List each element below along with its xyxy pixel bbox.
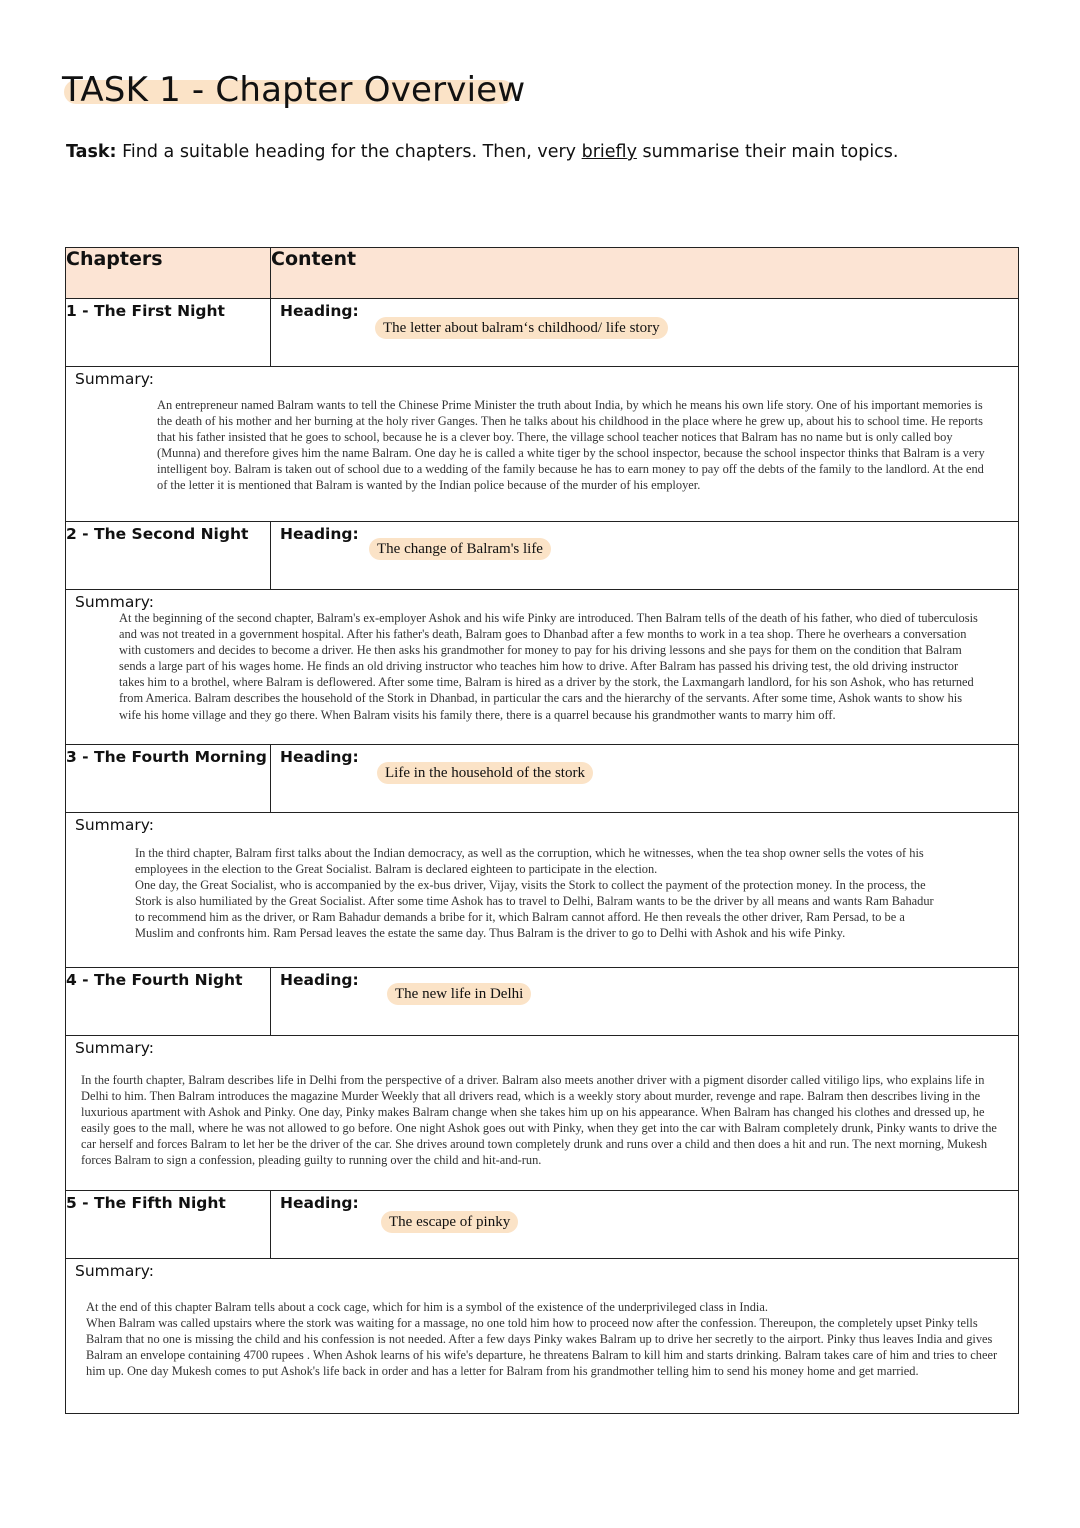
chapter-summary [81, 1072, 1001, 1169]
chapter-heading: The new life in Delhi [387, 983, 531, 1005]
chapter-name: 3 - The Fourth Morning [66, 745, 271, 813]
task-underlined-word: briefly [581, 142, 637, 162]
heading-cell [271, 968, 1019, 1036]
summary-label: Summary: [75, 1262, 154, 1280]
chapter-summary [86, 1299, 1006, 1379]
chapter-heading: The escape of pinky [381, 1211, 518, 1233]
summary-label: Summary: [75, 370, 154, 388]
summary-paragraph: One day, the Great Socialist, who is accompanied by the ex-bus driver, Vijay, visits the Stork to collect the payment of the protection money. In the process, the Stork is also humiliated by the Great Socialist. After some time Ashok has to travel to Delhi, Balram wants to be the driver by all means and wants Ram Bahadur to recommend him as the driver, or Ram Bahadur demands a bribe for it, which Balram cannot afford. He then reveals the other driver, Ram Persad, to be a Muslim and confronts him. Ram Persad leaves the estate the same day. Thus Balram is the driver to go to Delhi with Ashok and his wife Pinky. [135, 878, 934, 941]
task-text-after: summarise their main topics. [636, 142, 899, 162]
title-block [62, 66, 525, 114]
summary-paragraph: At the end of this chapter Balram tells about a cock cage, which for him is a symbol of the existence of the underprivileged class in India. [86, 1300, 768, 1314]
summary-paragraph: In the third chapter, Balram first talks about the Indian democracy, as well as the corruption, which he witnesses, when the tea shop owner sells the votes of his employees in the election to the Great Socialist. Balram is declared eighteen to participate in the election. [135, 846, 924, 877]
heading-cell [271, 522, 1019, 590]
chapter-heading: Life in the household of the stork [377, 762, 593, 784]
page-title: TASK 1 - Chapter Overview [62, 70, 526, 110]
chapter-row-5 [66, 1191, 1019, 1259]
summary-cell [66, 813, 1019, 968]
chapter-summary [119, 610, 979, 723]
summary-paragraph: An entrepreneur named Balram wants to tell the Chinese Prime Minister the truth about India, by which he means his own life story. One of his important memories is the death of his mother and her burning at the holy river Ganges. Then he talks about his childhood in the place where he grew up, about his to school time. He reports that his father insisted that he goes to school, because he is a clever boy. There, the village school teacher notices that Balram has no name but is only called boy (Munna) and therefore gives him the name Balram. One day he is called a white tiger by the school inspector, because the school inspector thinks that Balram is a very intelligent boy. Balram is taken out of school due to a wedding of the family because he has to earn money to pay off the debts of the family to the landlord. At the end of the letter it is mentioned that Balram is wanted by the Indian police because of the murder of his employer. [157, 398, 985, 493]
table-header-row [66, 248, 1019, 299]
heading-cell [271, 299, 1019, 367]
task-label: Task: [66, 142, 117, 162]
heading-label: Heading: [280, 1194, 359, 1212]
chapter-summary [135, 845, 943, 942]
chapter-name: 1 - The First Night [66, 299, 271, 367]
chapter-row-3 [66, 745, 1019, 813]
summary-cell [66, 590, 1019, 745]
summary-label: Summary: [75, 593, 154, 611]
summary-cell [66, 1036, 1019, 1191]
column-header-content: Content [271, 248, 1019, 299]
summary-row-4 [66, 1036, 1019, 1191]
chapter-name: 5 - The Fifth Night [66, 1191, 271, 1259]
task-instruction [66, 142, 898, 162]
summary-paragraph: At the beginning of the second chapter, Balram's ex-employer Ashok and his wife Pinky are introduced. Then Balram tells of the death of his father, who died of tuberculosis and was not treated in a government hospital. After his father's death, Balram goes to Dhanbad after a few months to work in a tea shop. There he overhears a conversation with customers and decides to become a driver. He then asks his grandmother for money to pay for his driving lessons and she pays for them on the condition that Balram sends a large part of his wages home. He finds an old driving instructor who teaches him how to drive. After Balram has passed his driving test, the old driving instructor takes him to a brothel, where Balram is deflowered. After some time, Balram is hired as a driver by the stork, the Laxmangarh landlord, for his son Ashok, who has returned from America. Balram describes the household of the Stork in Dhanbad, in particular the cars and the hierarchy of the servants. After some time, Ashok wants to show his wife his home village and they go there. When Balram visits his family there, there is a quarrel because his grandmother wants to marry him off. [119, 611, 978, 722]
chapter-name: 4 - The Fourth Night [66, 968, 271, 1036]
heading-label: Heading: [280, 748, 359, 766]
chapter-summary [157, 397, 993, 494]
chapter-heading: The letter about balram‘s childhood/ life story [375, 317, 668, 339]
summary-row-3 [66, 813, 1019, 968]
chapter-table [65, 247, 1019, 1414]
summary-paragraph: In the fourth chapter, Balram describes life in Delhi from the perspective of a driver. Balram also meets another driver with a pigment disorder called vitiligo lips, who explains life in Delhi to him. Then Balram introduces the magazine Murder Weekly that all drivers read, which is a weekly story about murder, revenge and rape. Balram then describes living in the luxurious apartment with Ashok and Pinky. One day, Pinky makes Balram change when she takes him up on his appearance. When Balram has changed his clothes and dressed up, he easily goes to the mall, where he was not allowed to go before. One night Ashok goes out with Pinky, when they get into the car with Balram completely drunk, Pinky wants to drive the car herself and forces Balram to let her be the driver of the car. She drives around town completely drunk and runs over a child and then does a hit and run. The next morning, Mukesh forces Balram to sign a confession, pleading guilty to running over the child and hit-and-run. [81, 1073, 997, 1168]
heading-cell [271, 745, 1019, 813]
summary-row-2 [66, 590, 1019, 745]
summary-label: Summary: [75, 1039, 154, 1057]
summary-row-1 [66, 367, 1019, 522]
chapter-row-1 [66, 299, 1019, 367]
chapter-heading: The change of Balram's life [369, 538, 551, 560]
heading-label: Heading: [280, 525, 359, 543]
task-text-before: Find a suitable heading for the chapters. Then, very [116, 142, 582, 162]
heading-cell [271, 1191, 1019, 1259]
summary-paragraph: When Balram was called upstairs where the stork was waiting for a massage, no one told him how to proceed now after the confession. Thereupon, the completely upset Pinky tells Balram that no one is missing the child and his confession is not needed. After a few days Pinky wakes Balram up to drive her secretly to the airport. Pinky thus leaves India and gives Balram an envelope containing 4700 rupees . When Ashok learns of his wife's departure, he threatens Balram to kill him and starts drinking. Balram takes care of him and tries to cheer him up. One day Mukesh comes to put Ashok's life back in order and has a letter for Balram from his grandmother telling him to send his money home and get married. [86, 1316, 998, 1379]
summary-cell [66, 367, 1019, 522]
chapter-row-2 [66, 522, 1019, 590]
chapter-row-4 [66, 968, 1019, 1036]
summary-row-5 [66, 1259, 1019, 1414]
summary-cell [66, 1259, 1019, 1414]
summary-label: Summary: [75, 816, 154, 834]
heading-label: Heading: [280, 302, 359, 320]
heading-label: Heading: [280, 971, 359, 989]
chapter-name: 2 - The Second Night [66, 522, 271, 590]
column-header-chapters: Chapters [66, 248, 271, 299]
